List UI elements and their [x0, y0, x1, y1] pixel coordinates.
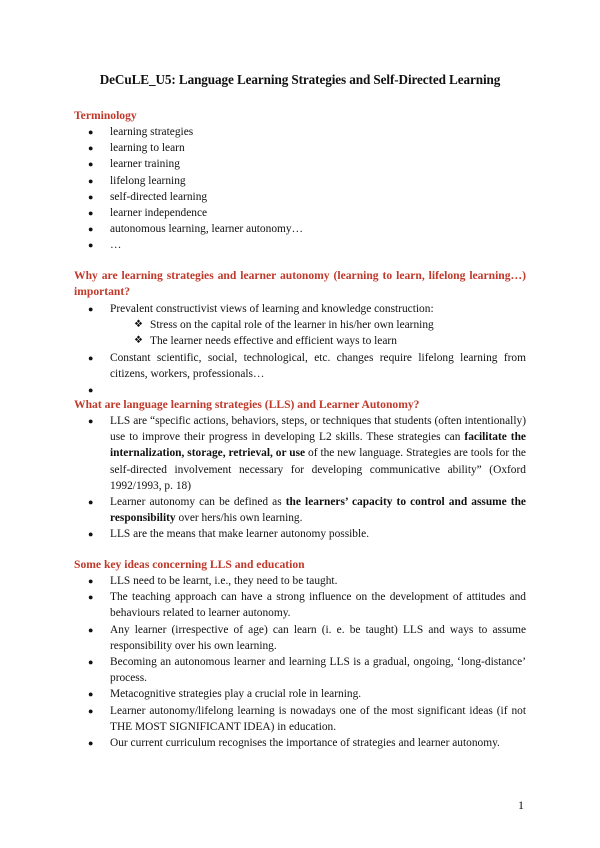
heading-why: Why are learning strategies and learner autonomy (learning to learn, lifelong learning…) important? — [74, 269, 526, 298]
text-run: over hers/his own learning. — [175, 512, 303, 525]
heading-what: What are language learning strategies (LLS) and Learner Autonomy? — [74, 398, 420, 411]
list-item: ● learning strategies — [74, 124, 526, 140]
sub-list — [110, 317, 526, 349]
list-item — [74, 382, 526, 398]
key-ideas-list — [0, 573, 526, 751]
list-item: ● lifelong learning — [74, 173, 526, 189]
text-run: Learner autonomy can be defined as — [110, 496, 286, 509]
list-item — [74, 494, 526, 526]
list-item: ● Our current curriculum recognises the importance of strategies and learner autonomy. — [74, 735, 526, 751]
list-item: ● learner training — [74, 156, 526, 172]
what-list — [0, 413, 526, 543]
list-item: ● LLS are the means that make learner autonomy possible. — [74, 526, 526, 542]
bold-text-run: facilitate the internalization, storage, retrieval, or use — [110, 431, 526, 460]
list-item: ● learner independence — [74, 205, 526, 221]
list-item: ● self-directed learning — [74, 189, 526, 205]
list-item: ● Learner autonomy/lifelong learning is nowadays one of the most significant ideas (if not THE MOST SIGNIFICANT IDEA) in education. — [74, 703, 526, 735]
list-item: ● autonomous learning, learner autonomy… — [74, 221, 526, 237]
document-title: DeCuLE_U5: Language Learning Strategies and Self-Directed Learning — [99, 72, 501, 87]
list-item-text: Prevalent constructivist views of learning and knowledge construction: — [110, 303, 434, 315]
list-item: ● Becoming an autonomous learner and learning LLS is a gradual, ongoing, ‘long-distance’ process. — [74, 654, 526, 686]
list-item: ● The teaching approach can have a strong influence on the development of attitudes and behaviours related to learner autonomy. — [74, 589, 526, 621]
text-run: of the new language. Strategies are tools for the self-directed involvement necessary for developing communicative ability” (Oxford 1992/1993, p. 18) — [110, 447, 526, 492]
sub-list-item: ❖ Stress on the capital role of the learner in his/her own learning — [130, 317, 510, 333]
list-item — [74, 301, 526, 350]
bold-text-run: the learners’ capacity to control and assume the responsibility — [110, 496, 526, 525]
heading-terminology: Terminology — [74, 109, 137, 122]
list-item — [74, 413, 526, 494]
list-item: ● … — [74, 237, 526, 253]
terminology-list — [0, 124, 526, 254]
why-list — [0, 301, 526, 398]
page-number: 1 — [518, 798, 524, 812]
list-item: ● learning to learn — [74, 140, 526, 156]
list-item: ● Any learner (irrespective of age) can learn (i. e. be taught) LLS and ways to assume responsibility over his own learning. — [74, 622, 526, 654]
list-item: ● Constant scientific, social, technological, etc. changes require lifelong learning from citizens, workers, professionals… — [74, 350, 526, 382]
text-run: LLS are “specific actions, behaviors, steps, or techniques that students (often intentionally) use to improve their progress in developing L2 skills. These strategies can — [110, 415, 526, 444]
list-item: ● LLS need to be learnt, i.e., they need to be taught. — [74, 573, 526, 589]
heading-key-ideas: Some key ideas concerning LLS and education — [74, 558, 305, 571]
list-item: ● Metacognitive strategies play a crucial role in learning. — [74, 686, 526, 702]
sub-list-item: ❖ The learner needs effective and efficient ways to learn — [130, 333, 510, 349]
